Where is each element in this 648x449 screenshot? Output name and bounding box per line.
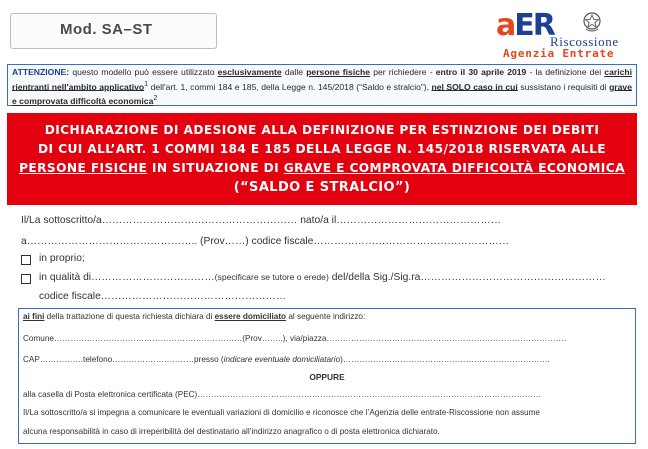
logo-agenzia-entrate: Agenzia Entrate [503,47,615,60]
commitment-text-1: Il/La sottoscritto/a si impegna a comunicare le eventuali variazioni di domicilio e riconosce che l’Agenzia delle entrate-Riscossione non assume [23,408,540,417]
pec-field[interactable]: alla casella di Posta elettronica certificata (PEC)……………………………………………………………………………………………………………… [23,390,542,399]
represented-taxcode-field[interactable]: codice fiscale……………………………………………… [39,291,287,302]
logo-mark: aER [496,8,554,43]
in-proprio-checkbox[interactable] [21,255,31,265]
domicile-intro: ai fini della trattazione di questa richiesta dichiara di essere domiciliato al seguente indirizzo: [23,312,366,321]
banner-line-1: DICHIARAZIONE DI ADESIONE ALLA DEFINIZIONE PER ESTINZIONE DEI DEBITI [44,123,600,137]
declaration-title-banner [7,113,637,205]
model-code: Mod. SA–ST [60,21,153,38]
address-field[interactable]: Comune……………………………………………………………(Prov……..), via/piazza……………………………………………………………………………. [23,334,567,343]
attention-notice [7,64,637,106]
commitment-text-2: alcuna responsabilità in caso di irreperibilità del destinatario all’indirizzo anagrafico o di posta elettronica dichiarato. [23,427,440,436]
banner-line-3: PERSONE FISICHE IN SITUAZIONE DI GRAVE E COMPROVATA DIFFICOLTÀ ECONOMICA [19,161,625,175]
italian-emblem-icon [582,10,602,34]
domicile-section [18,308,636,444]
representative-field[interactable]: in qualità di………………………………(specificare se tutore o erede) del/della Sig./Sig.ra……………………………………………… [39,272,606,283]
model-code-box [10,13,217,49]
in-proprio-label: in proprio; [39,253,85,264]
agenzia-entrate-riscossione-logo [490,8,640,60]
cap-phone-field[interactable]: CAP…………….telefono…………………………presso (indicare eventuale domiciliatario)…………………………………………………………………. [23,355,550,364]
birthplace-taxcode-field[interactable]: a………………………………………….. (Prov……) codice fiscale………………………………………………… [21,236,509,247]
oppure-separator: OPPURE [309,372,345,382]
name-birthdate-field[interactable]: Il/La sottoscritto/a………………………………………………… nato/a il………………………………………… [21,215,502,226]
banner-line-2: DI CUI ALL’ART. 1 COMMI 184 E 185 DELLA LEGGE N. 145/2018 RISERVATA ALLE [38,142,606,156]
in-qualita-checkbox[interactable] [21,274,31,284]
attention-text: ATTENZIONE: questo modello può essere utilizzato esclusivamente dalle persone fisiche per richiedere - entro il 30 aprile 2019 - la definizione dei carichi rientranti nell'ambito applicativo$^1$ dell'art. 1, commi 184 e 185, della Legge n. 145/2018 (“Saldo e stralcio”), nel SOLO caso in cui sussistano i requisiti di grave e comprovata difficoltà economica$^2$ [12,67,633,106]
banner-line-4: (“SALDO E STRALCIO”) [233,180,411,195]
logo-riscossione: Riscossione [550,34,619,49]
